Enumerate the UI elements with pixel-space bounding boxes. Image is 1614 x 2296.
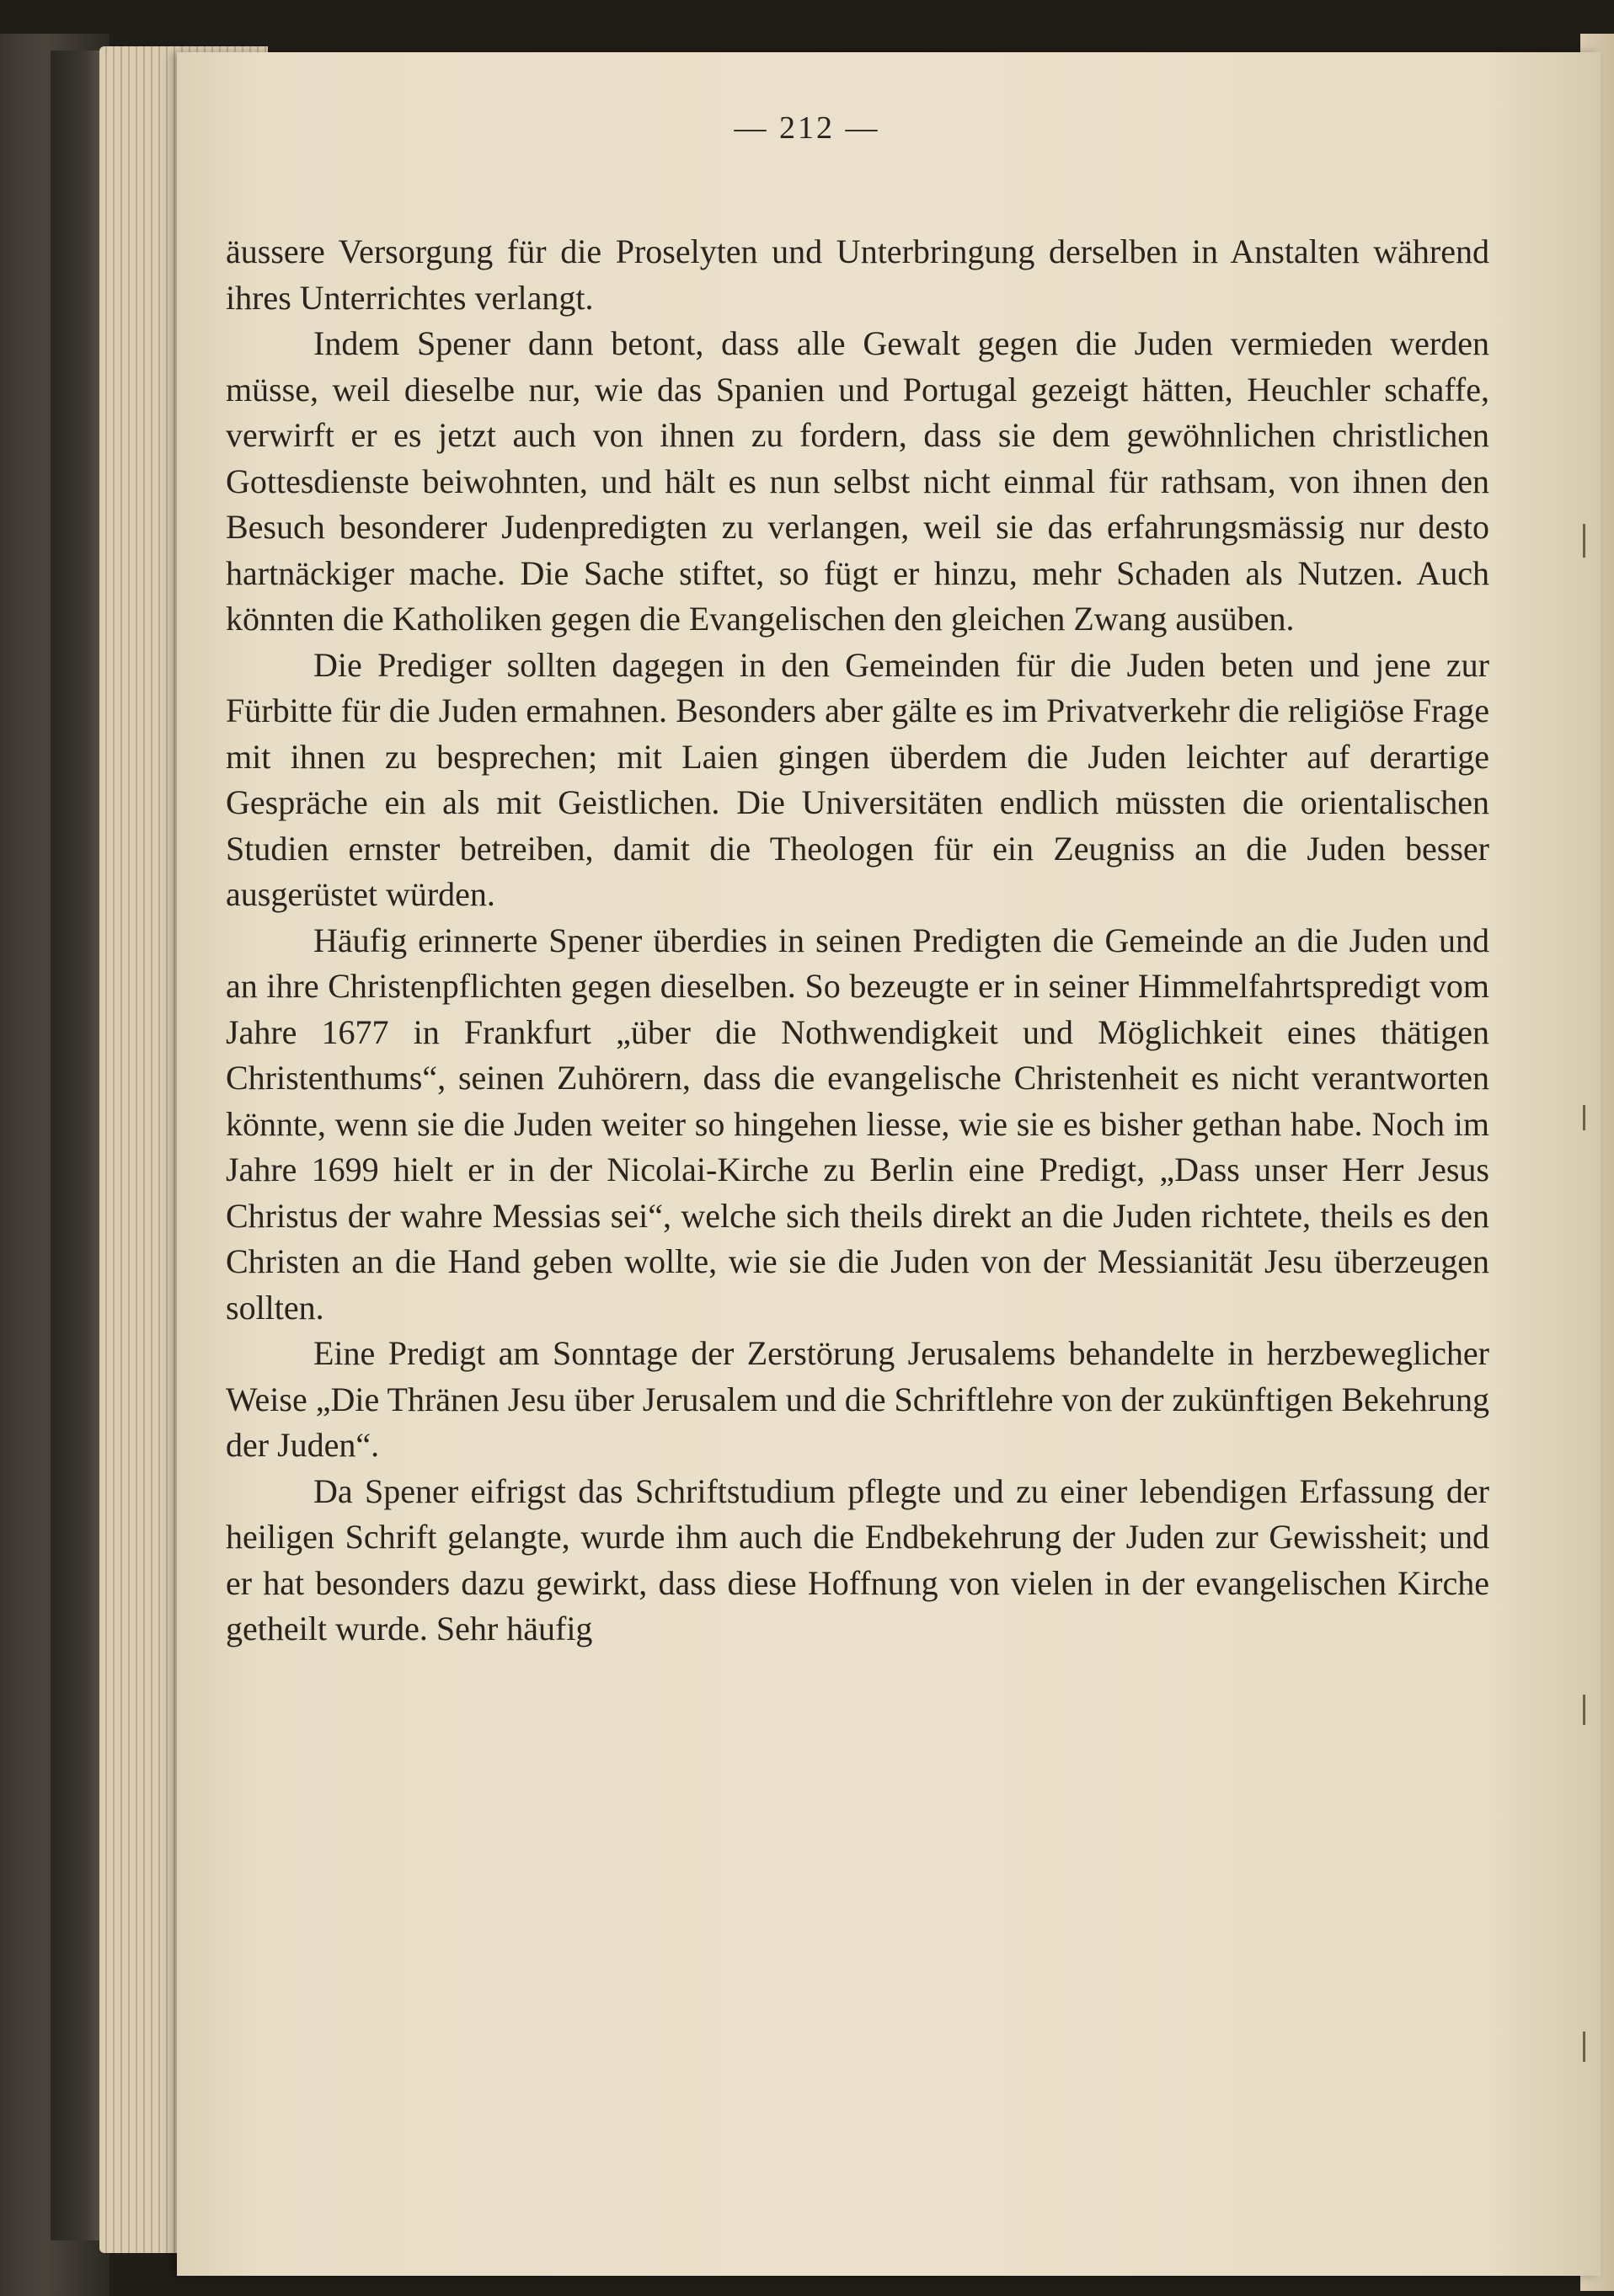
page-number-header: — 212 — <box>734 110 880 146</box>
margin-mark <box>1583 1695 1585 1725</box>
paragraph: Da Spener eifrigst das Schriftstudium pflegte und zu einer lebendigen Erfassung der heiligen Schrift gelangte, wurde ihm auch die Endbekehrung der Juden zur Gewissheit; und er hat besonders dazu gewirkt, dass diese Hoffnung von vielen in der evangelischen Kirche getheilt wurde. Sehr häufig <box>226 1471 1489 1647</box>
paragraph: Die Prediger sollten dagegen in den Gemeinden für die Juden beten und jene zur Fürbitte für die Juden ermahnen. Besonders aber gälte es im Privatverkehr die religiöse Frage mit ihnen zu besprechen; mit Laien gingen überdem die Juden leichter auf derartige Gespräche ein als mit Geistlichen. Die Universitäten endlich müssten die orientalischen Studien ernster betreiben, damit die Theologen für ein Zeugniss an die Juden besser ausgerüstet würden. <box>226 645 1489 913</box>
paragraph: Indem Spener dann betont, dass alle Gewalt gegen die Juden vermieden werden müsse, weil dieselbe nur, wie das Spanien und Portugal gezeigt hätten, Heuchler schaffe, verwirft er es jetzt auch von ihnen zu fordern, dass sie dem gewöhnlichen christlichen Gottesdienste beiwohnten, und hält es nun selbst nicht einmal für rathsam, von ihnen den Besuch besonderer Judenpredigten zu verlangen, weil sie das erfahrungsmässig nur desto hartnäckiger mache. Die Sache stiftet, so fügt er hinzu, mehr Schaden als Nutzen. Auch könnten die Katholiken gegen die Evangelischen den gleichen Zwang ausüben. <box>226 324 1489 638</box>
paragraph: Eine Predigt am Sonntage der Zerstörung Jerusalems behandelte in herzbeweglicher Weise „Die Thränen Jesu über Jerusalem und die Schriftlehre von der zukünftigen Bekehrung der Juden“. <box>226 1334 1489 1464</box>
paragraph: Häufig erinnerte Spener überdies in seinen Predigten die Gemeinde an die Juden und an ihre Christenpflichten gegen dieselben. So bezeugte er in seiner Himmelfahrtspredigt vom Jahre 1677 in Frankfurt „über die Nothwendigkeit und Möglichkeit eines thätigen Christenthums“, seinen Zuhörern, dass die evangelische Christenheit es nicht verantworten könnte, wenn sie die Juden weiter so hingehen liesse, wie sie es bisher gethan habe. Noch im Jahre 1699 hielt er in der Nicolai-Kirche zu Berlin eine Predigt, „Dass unser Herr Jesus Christus der wahre Messias sei“, welche sich theils direkt an die Juden richtete, theils es den Christen an die Hand geben wollte, wie sie die Juden von der Messianität Jesu überzeugen sollten. <box>226 921 1489 1327</box>
margin-mark <box>1583 1105 1585 1130</box>
paragraph: äussere Versorgung für die Proselyten und Unterbringung derselben in Anstalten während ihres Unterrichtes verlangt. <box>226 232 1489 317</box>
margin-mark <box>1583 2032 1585 2062</box>
margin-mark <box>1583 524 1585 558</box>
body-text <box>226 229 1489 1653</box>
